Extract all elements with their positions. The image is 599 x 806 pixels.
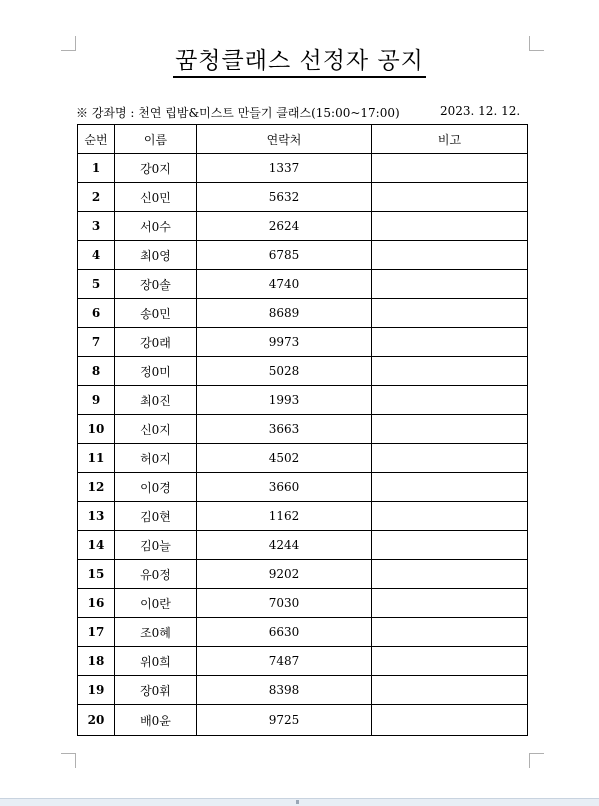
cell-name: 조0혜 — [115, 618, 197, 647]
cell-no: 11 — [78, 444, 115, 473]
cell-note — [372, 357, 528, 386]
cell-no: 1 — [78, 154, 115, 183]
cell-name: 김0현 — [115, 502, 197, 531]
table-header-row — [78, 125, 528, 154]
cell-note — [372, 647, 528, 676]
table-body — [78, 154, 528, 736]
cell-name: 신0민 — [115, 183, 197, 212]
cell-no: 15 — [78, 560, 115, 589]
cell-no: 14 — [78, 531, 115, 560]
table-row — [78, 183, 528, 212]
header-name: 이름 — [115, 125, 197, 154]
table-row — [78, 618, 528, 647]
table-row — [78, 328, 528, 357]
cell-note — [372, 618, 528, 647]
table-row — [78, 705, 528, 736]
table-row — [78, 531, 528, 560]
table-row — [78, 386, 528, 415]
cell-phone: 7487 — [197, 647, 372, 676]
course-info-line — [76, 104, 526, 121]
table-row — [78, 415, 528, 444]
crop-mark-bottom-right — [529, 753, 544, 768]
cell-no: 3 — [78, 212, 115, 241]
cell-no: 6 — [78, 299, 115, 328]
cell-note — [372, 183, 528, 212]
cell-phone: 8398 — [197, 676, 372, 705]
cell-phone: 1337 — [197, 154, 372, 183]
table-row — [78, 270, 528, 299]
cell-no: 7 — [78, 328, 115, 357]
cell-phone: 5028 — [197, 357, 372, 386]
cell-name: 이0란 — [115, 589, 197, 618]
cell-phone: 5632 — [197, 183, 372, 212]
cell-note — [372, 589, 528, 618]
cell-name: 강0지 — [115, 154, 197, 183]
cell-name: 배0윤 — [115, 705, 197, 736]
cell-note — [372, 502, 528, 531]
cell-note — [372, 676, 528, 705]
cell-no: 10 — [78, 415, 115, 444]
cell-phone: 3663 — [197, 415, 372, 444]
cell-no: 8 — [78, 357, 115, 386]
cell-phone: 2624 — [197, 212, 372, 241]
cell-name: 신0지 — [115, 415, 197, 444]
cell-name: 장0솔 — [115, 270, 197, 299]
cell-note — [372, 241, 528, 270]
cell-note — [372, 444, 528, 473]
cell-name: 이0경 — [115, 473, 197, 502]
cell-no: 17 — [78, 618, 115, 647]
cell-name: 송0민 — [115, 299, 197, 328]
scroll-marker — [296, 800, 299, 804]
table-row — [78, 444, 528, 473]
cell-name: 최0진 — [115, 386, 197, 415]
table-row — [78, 154, 528, 183]
cell-note — [372, 299, 528, 328]
cell-name: 허0지 — [115, 444, 197, 473]
table-row — [78, 299, 528, 328]
cell-phone: 9973 — [197, 328, 372, 357]
cell-note — [372, 270, 528, 299]
cell-phone: 8689 — [197, 299, 372, 328]
cell-phone: 3660 — [197, 473, 372, 502]
cell-no: 18 — [78, 647, 115, 676]
table-row — [78, 473, 528, 502]
cell-phone: 4740 — [197, 270, 372, 299]
header-phone: 연락처 — [197, 125, 372, 154]
cell-phone: 1162 — [197, 502, 372, 531]
table-row — [78, 502, 528, 531]
crop-mark-bottom-left — [61, 753, 76, 768]
notice-date: 2023. 12. 12. — [440, 104, 521, 118]
cell-note — [372, 560, 528, 589]
cell-no: 13 — [78, 502, 115, 531]
cell-note — [372, 212, 528, 241]
cell-name: 서0수 — [115, 212, 197, 241]
cell-note — [372, 328, 528, 357]
cell-no: 4 — [78, 241, 115, 270]
cell-name: 강0래 — [115, 328, 197, 357]
cell-name: 위0희 — [115, 647, 197, 676]
header-no: 순번 — [78, 125, 115, 154]
header-note: 비고 — [372, 125, 528, 154]
cell-no: 16 — [78, 589, 115, 618]
cell-phone: 6785 — [197, 241, 372, 270]
course-info: ※ 강좌명 : 천연 립밤&미스트 만들기 클래스(15:00~17:00) — [76, 106, 400, 120]
table-row — [78, 676, 528, 705]
selection-table — [77, 124, 528, 736]
cell-phone: 4244 — [197, 531, 372, 560]
table-row — [78, 212, 528, 241]
cell-phone: 9202 — [197, 560, 372, 589]
cell-no: 20 — [78, 705, 115, 736]
cell-note — [372, 386, 528, 415]
cell-note — [372, 154, 528, 183]
cell-no: 12 — [78, 473, 115, 502]
cell-no: 2 — [78, 183, 115, 212]
table-row — [78, 589, 528, 618]
table-row — [78, 647, 528, 676]
cell-note — [372, 415, 528, 444]
cell-phone: 7030 — [197, 589, 372, 618]
cell-note — [372, 473, 528, 502]
page-title-wrap — [0, 46, 599, 78]
cell-phone: 6630 — [197, 618, 372, 647]
table-row — [78, 241, 528, 270]
cell-note — [372, 705, 528, 736]
cell-name: 장0휘 — [115, 676, 197, 705]
cell-note — [372, 531, 528, 560]
table-row — [78, 357, 528, 386]
cell-phone: 4502 — [197, 444, 372, 473]
cell-no: 9 — [78, 386, 115, 415]
cell-name: 김0늘 — [115, 531, 197, 560]
cell-name: 최0영 — [115, 241, 197, 270]
cell-no: 5 — [78, 270, 115, 299]
cell-phone: 1993 — [197, 386, 372, 415]
cell-name: 유0정 — [115, 560, 197, 589]
table-row — [78, 560, 528, 589]
cell-name: 정0미 — [115, 357, 197, 386]
cell-phone: 9725 — [197, 705, 372, 736]
cell-no: 19 — [78, 676, 115, 705]
page-title: 꿈청클래스 선정자 공지 — [173, 46, 426, 78]
